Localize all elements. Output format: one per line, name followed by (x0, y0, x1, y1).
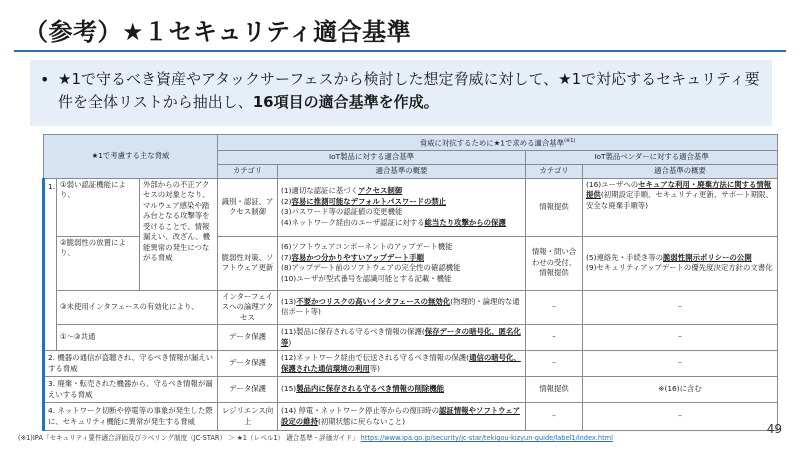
vendor-summary-empty: – (583, 351, 778, 377)
vendor-summary-empty: – (583, 325, 778, 351)
header-iot-product: IoT製品に対する適合基準 (218, 151, 526, 165)
list-item: (7)容易かつ分かりやすいアップデート手順 (281, 252, 425, 262)
list-item: (6)ソフトウェアコンポーネントのアップデート機能 (281, 242, 453, 251)
vendor-summary-empty: – (583, 290, 778, 325)
criteria-15: (15)製品内に保存される守るべき情報の削除機能 (278, 377, 526, 403)
threat-unused-interface: ③未使用インタフェースの有効化により、 (57, 290, 218, 325)
category-vuln: 脆弱性対策、ソフトウェア更新 (218, 236, 278, 290)
table-row (44, 290, 778, 325)
threat-vulnerability: ②脆弱性の放置により、 (57, 236, 140, 290)
bullet-icon: • (40, 70, 50, 89)
footnote (18, 432, 758, 442)
footnote-link[interactable]: https://www.ipa.go.jp/security/jc-star/tekigou-kizyun-guide/label1/index.html (360, 434, 613, 442)
vendor-summary-16-ref: ※(16)に含む (583, 377, 778, 403)
table-row (44, 403, 778, 431)
category-resilience: レジリエンス向上 (218, 403, 278, 431)
list-item: (2)容易に推測可能なデフォルトパスワードの禁止 (281, 196, 447, 206)
category-interface: インターフェイスへの論理アクセス (218, 290, 278, 325)
table-row (44, 325, 778, 351)
criteria-14: (14) 停電・ネットワーク停止等からの復旧時の認証情報やソフトウェア設定の維持(初期状態に戻らないこと) (278, 403, 526, 431)
category-auth: 識別・認証、アクセス制御 (218, 178, 278, 236)
header-iot-vendor: IoT製品ベンダーに対する適合基準 (526, 151, 778, 165)
criteria-table (42, 134, 778, 431)
vendor-category-inquiry: 情報・問い合わせの受付、情報提供 (526, 236, 583, 290)
criteria-vuln-list (278, 236, 526, 290)
category-data-protection: データ保護 (218, 377, 278, 403)
list-item: (4)ネットワーク経由のユーザ認証に対する総当たり攻撃からの保護 (281, 217, 506, 227)
header-summary-vendor: 適合基準の概要 (583, 165, 778, 179)
criteria-auth-list (278, 178, 526, 236)
header-category-vendor: カテゴリ (526, 165, 583, 179)
threat-outage: 4. ネットワーク切断や停電等の事象が発生した際に、セキュリティ機能に異常が発生する脅威 (44, 403, 218, 431)
table-row (44, 178, 778, 236)
list-item: (10)ユーザが型式番号を認識可能とする記載・機能 (281, 273, 452, 283)
threat-disposal: 3. 廃棄・転売された機器から、守るべき情報が漏えいする脅威 (44, 377, 218, 403)
vendor-category-empty: – (526, 403, 583, 431)
vendor-category-info: 情報提供 (526, 377, 583, 403)
header-criteria: 脅威に対抗するために★1で求める適合基準$^{(※1)}$ (218, 135, 778, 151)
summary-text-main: ★1で守るべき資産やアタックサーフェスから検討した想定脅威に対して、★1で対応するセキュリティ要件を全体リストから抽出し、 (58, 70, 760, 111)
category-data-protection: データ保護 (218, 351, 278, 377)
summary-text (58, 68, 764, 114)
list-item: (8)アップデート前のソフトウェアの完全性の確認機能 (281, 263, 461, 272)
page-number: 49 (766, 422, 782, 436)
threat-number: 1. (44, 178, 57, 351)
vendor-criteria-5-9: (5)連絡先・手続き等の脆弱性開示ポリシーの公開 (9)セキュリティアップデートの優先度決定方針の文書化 (583, 236, 778, 290)
list-item: (1)適切な認証に基づくアクセス制御 (281, 186, 403, 195)
footnote-text: (※1)IPA「セキュリティ要件適合評価及びラベリング制度（JC-STAR） ＞ ★1（レベル1） 適合基準・評価ガイド」 (18, 434, 359, 442)
list-item: (3)パスワード等の認証値の変更機能 (281, 207, 403, 216)
table-row (44, 377, 778, 403)
threat-weak-auth: ①弱い認証機能により、 (57, 178, 140, 236)
threat-common: ①～③共通 (57, 325, 218, 351)
vendor-category-empty: – (526, 325, 583, 351)
threat-eavesdrop: 2. 機器の通信が盗聴され、守るべき情報が漏えいする脅威 (44, 351, 218, 377)
header-summary: 適合基準の概要 (278, 165, 526, 179)
criteria-12: (12)ネットワーク経由で伝送される守るべき情報の保護(通信の暗号化、保護された通信環境の利用等) (278, 351, 526, 377)
vendor-summary-empty: – (583, 403, 778, 431)
vendor-category-empty: – (526, 290, 583, 325)
criteria-11: (11)製品に保存される守るべき情報の保護(保存データの暗号化、匿名化等) (278, 325, 526, 351)
vendor-criteria-16: (16)ユーザへのセキュアな利用・廃棄方法に関する情報提供(初期設定手順、セキュリティ更新、サポート期限、安全な廃棄手順等) (583, 178, 778, 236)
title-underline (14, 50, 786, 52)
summary-text-bold: 16項目の適合基準を作成。 (252, 93, 439, 111)
category-data-protection: データ保護 (218, 325, 278, 351)
header-threats: ★1で考慮する主な脅威 (44, 135, 218, 179)
vendor-category-empty: – (526, 351, 583, 377)
summary-callout (30, 60, 772, 126)
table-row (44, 351, 778, 377)
header-category: カテゴリ (218, 165, 278, 179)
vendor-category-info: 情報提供 (526, 178, 583, 236)
threat-description: 外部からの不正アクセスの対象となり、マルウェア感染や踏み台となる攻撃等を受けることで、情報漏えい、改ざん、機能異常の発生につながる脅威 (140, 178, 218, 290)
page-title: （参考）★１セキュリティ適合基準 (24, 18, 412, 46)
criteria-13: (13)不要かつリスクの高いインタフェースの無効化(物理的・論理的な通信ポート等) (278, 290, 526, 325)
